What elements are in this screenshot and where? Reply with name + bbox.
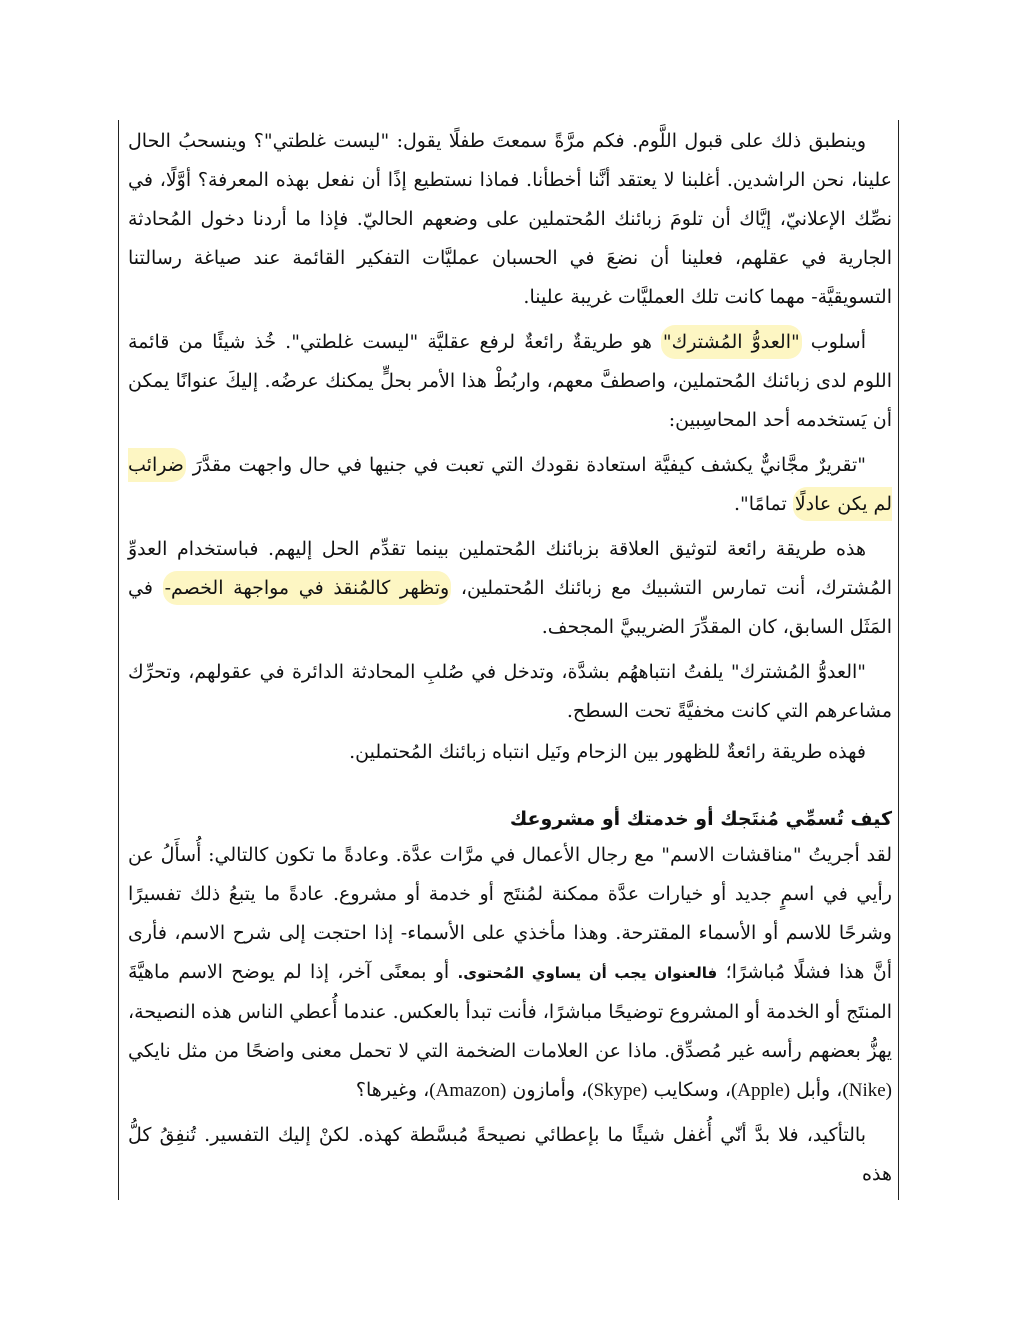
document-body [128, 122, 892, 1200]
paragraph-4 [128, 530, 892, 647]
highlight-savior[interactable]: وتظهر كالمُنقذ في مواجهة الخصم- [163, 571, 452, 605]
page-bottom-margin [0, 1200, 1020, 1320]
paragraph-4-after: في المَثَل السابق، كان المقدِّرَ الضريبيَّ المجحف. [128, 577, 892, 638]
paragraph-6: فهذه طريقة رائعةٌ للظهور بين الزحام ونَيل انتباه زبائنك المُحتملين. [349, 741, 866, 763]
paragraph-1: وينطبق ذلك على قبول اللَّوم. فكم مرَّةً سمعتَ طفلًا يقول: "ليست غلطتي"؟ وينسحبُ الحال علينا، نحن الراشدين. أغلبنا لا يعتقد أنَّنا أخطأنا. فماذا نستطيع إذًا أن نفعل بهذه المعرفة؟ أوَّلًا، في نصِّك الإعلانيّ، إيَّاك أن تلومَ زبائنك المُحتملين على وضعهم الحاليّ. فإذا ما أردنا دخول المُحادثة الجارية في عقلهم، فعلينا أن نضعَ في الحسبان عمليَّات التفكير القائمة عند صياغة رسالتنا التسويقيَّة- مهما كانت تلك العمليَّات غريبة علينا. [128, 130, 892, 308]
paragraph-3-after: تمامًا". [733, 493, 793, 515]
brand-amazon: (Amazon) [429, 1080, 507, 1101]
brand-apple: (Apple) [730, 1080, 791, 1101]
paragraph-2-after: هو طريقةٌ رائعةٌ لرفع عقليَّة "ليست غلطتي". خُذ شيئًا من قائمة اللوم لدى زبائنك المُحتملين، واصطفَّ معهم، واربُطْ هذا الأمر بحلٍّ يمكنك عرضُه. إليكَ عنوانًا يمكن أن يَستخدمه أحد المحاسِبين: [128, 331, 892, 431]
paragraph-3-quote [128, 446, 892, 524]
paragraph-7-after-1: أو بمعنًى آخر، إذا لم يوضح الاسم ماهيَّةَ المنتَج أو الخدمة أو المشروع توضيحًا مباشرًا، فأنت تبدأ بالعكس. عندما أُعطي الناس هذه النصيحة، يهزُّ بعضهم رأسه غير مُصدِّق. ماذا عن العلامات الضخمة التي لا تحمل معنى واضحًا من مثل نايكي [128, 961, 892, 1062]
brand-nike: (Nike) [842, 1080, 892, 1101]
paragraph-3-before: "تقريرٌ مجَّانيٌّ يكشف كيفيَّة استعادة نقودك التي تعبت في جنيها في حال واجهت مقدَّرَ [185, 454, 866, 476]
highlight-unfair-tax[interactable]: ضرائب لم يكن عادلًا [128, 448, 892, 521]
paragraph-7-after-2: ، وأبل [790, 1079, 843, 1101]
paragraph-7 [128, 836, 892, 1110]
highlight-common-enemy[interactable]: "العدوُّ المُشترك" [661, 325, 802, 359]
brand-skype: (Skype) [587, 1080, 648, 1101]
paragraph-7-after-3: ، وسكايب [647, 1079, 731, 1101]
paragraph-8: بالتأكيد، فلا بدَّ أنّي أُغفل شيئًا ما بإعطائي نصيحةً مُبسَّطة كهذه. لكنْ إليك التفسير. تُنفِقُ كلُّ هذه [128, 1124, 892, 1185]
paragraph-4-before: هذه طريقة رائعة لتوثيق العلاقة بزبائنك المُحتملين بينما تقدِّم الحل إليهم. فباستخدام العدوِّ المُشترك، أنت تمارس التشبيك مع زبائنك المُحتملين، [128, 538, 892, 599]
paragraph-7-after-5: ، وغيرها؟ [355, 1079, 430, 1101]
paragraph-7-after-4: ، وأمازون [506, 1079, 588, 1101]
paragraph-2-before: أسلوب [801, 331, 866, 353]
paragraph-5: "العدوُّ المُشترك" يلفتُ انتباههُم بشدَّة، وتدخل في صُلبِ المحادثة الدائرة في عقولهم، وتحرِّك مشاعرهم التي كانت مخفيَّةً تحت السطح. [128, 661, 892, 722]
section-heading: كيف تُسمِّي مُنتَجك أو خدمتك أو مشروعك [509, 808, 892, 830]
paragraph-7-before: لقد أجريتُ "مناقشات الاسم" مع رجال الأعمال في مرَّات عدَّة. وعادةً ما تكون كالتالي: أُسأَلُ عن رأيي في اسمٍ جديد أو خيارات عدَّة ممكنة لمُنتَج أو خدمة أو مشروع. عادةً ما يتبعُ ذلك تفسيرًا وشرحًا للاسم أو الأسماء المقترحة. وهذا مأخذي على الأسماء- إذا احتجت إلى شرح الاسم، فأرى أنَّ هذا فشلًا مُباشرًا؛ [128, 844, 892, 983]
bold-title-equals-content: فالعنوان يجب أن يساوي المُحتوى. [457, 964, 718, 982]
paragraph-2 [128, 323, 892, 440]
